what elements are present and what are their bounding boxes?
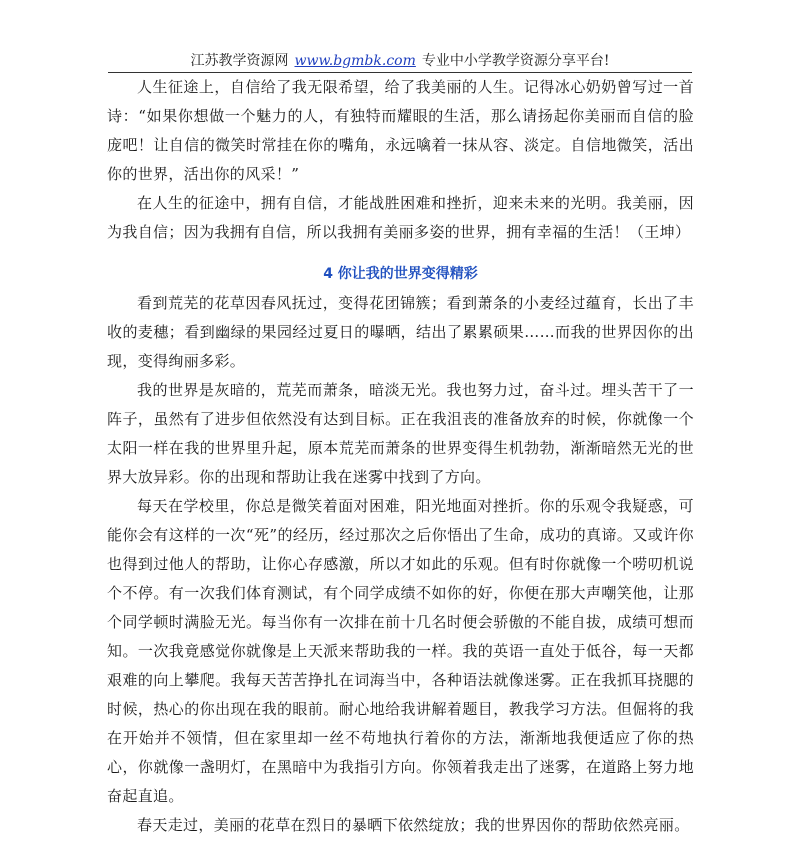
- section-title: 4 你让我的世界变得精彩: [323, 266, 478, 282]
- page-header: [0, 52, 800, 70]
- paragraph: 看到荒芜的花草因春风抚过，变得花团锦簇；看到萧条的小麦经过蕴育，长出了丰收的麦穗；看到幽绿的果园经过夏日的曝晒，结出了累累硕果……而我的世界因你的出现，变得绚丽多彩。: [107, 294, 694, 370]
- site-name: 江苏教学资源网: [190, 53, 289, 69]
- paragraph: 人生征途上，自信给了我无限希望，给了我美丽的人生。记得冰心奶奶曾写过一首诗：“如果你想做一个魅力的人，有独特而耀眼的生活，那么请扬起你美丽而自信的脸庞吧！让自信的微笑时常挂在你的嘴角，永远噙着一抹从容、淡定。自信地微笑，活出你的世界，活出你的风采！”: [107, 78, 694, 183]
- document-body: [107, 73, 694, 840]
- site-url-link[interactable]: www.bgmbk.com: [294, 53, 416, 69]
- paragraph: 每天在学校里，你总是微笑着面对困难，阳光地面对挫折。你的乐观令我疑惑，可能你会有这样的一次“死”的经历，经过那次之后你悟出了生命，成功的真谛。又或许你也得到过他人的帮助，让你心存感激，所以才如此的乐观。但有时你就像一个唠叨机说个不停。有一次我们体育测试，有个同学成绩不如你的好，你便在那大声嘲笑他，让那个同学顿时满脸无光。每当你有一次排在前十几名时便会骄傲的不能自拔，成绩可想而知。一次我竟感觉你就像是上天派来帮助我的一样。我的英语一直处于低谷，每一天都艰难的向上攀爬。我每天苦苦挣扎在词海当中，各种语法就像迷雾。正在我抓耳挠腮的时候，热心的你出现在我的眼前。耐心地给我讲解着题目，教我学习方法。但倔将的我在开始并不领情，但在家里却一丝不苟地执行着你的方法，渐渐地我便适应了你的热心，你就像一盏明灯，在黑暗中为我指引方向。你领着我走出了迷雾，在道路上努力地奋起直追。: [107, 497, 694, 805]
- site-slogan: 专业中小学教学资源分享平台!: [421, 53, 610, 69]
- paragraph: 在人生的征途中，拥有自信，才能战胜困难和挫折，迎来未来的光明。我美丽，因为我自信；因为我拥有自信，所以我拥有美丽多姿的世界，拥有幸福的生活！（王坤）: [107, 194, 694, 241]
- paragraph: 春天走过，美丽的花草在烈日的暴晒下依然绽放；我的世界因你的帮助依然亮丽。: [137, 816, 690, 834]
- paragraph: 我的世界是灰暗的，荒芜而萧条，暗淡无光。我也努力过，奋斗过。埋头苦干了一阵子，虽然有了进步但依然没有达到目标。正在我沮丧的准备放弃的时候，你就像一个太阳一样在我的世界里升起，原本荒芜而萧条的世界变得生机勃勃，渐渐暗然无光的世界大放异彩。你的出现和帮助让我在迷雾中找到了方向。: [107, 381, 694, 486]
